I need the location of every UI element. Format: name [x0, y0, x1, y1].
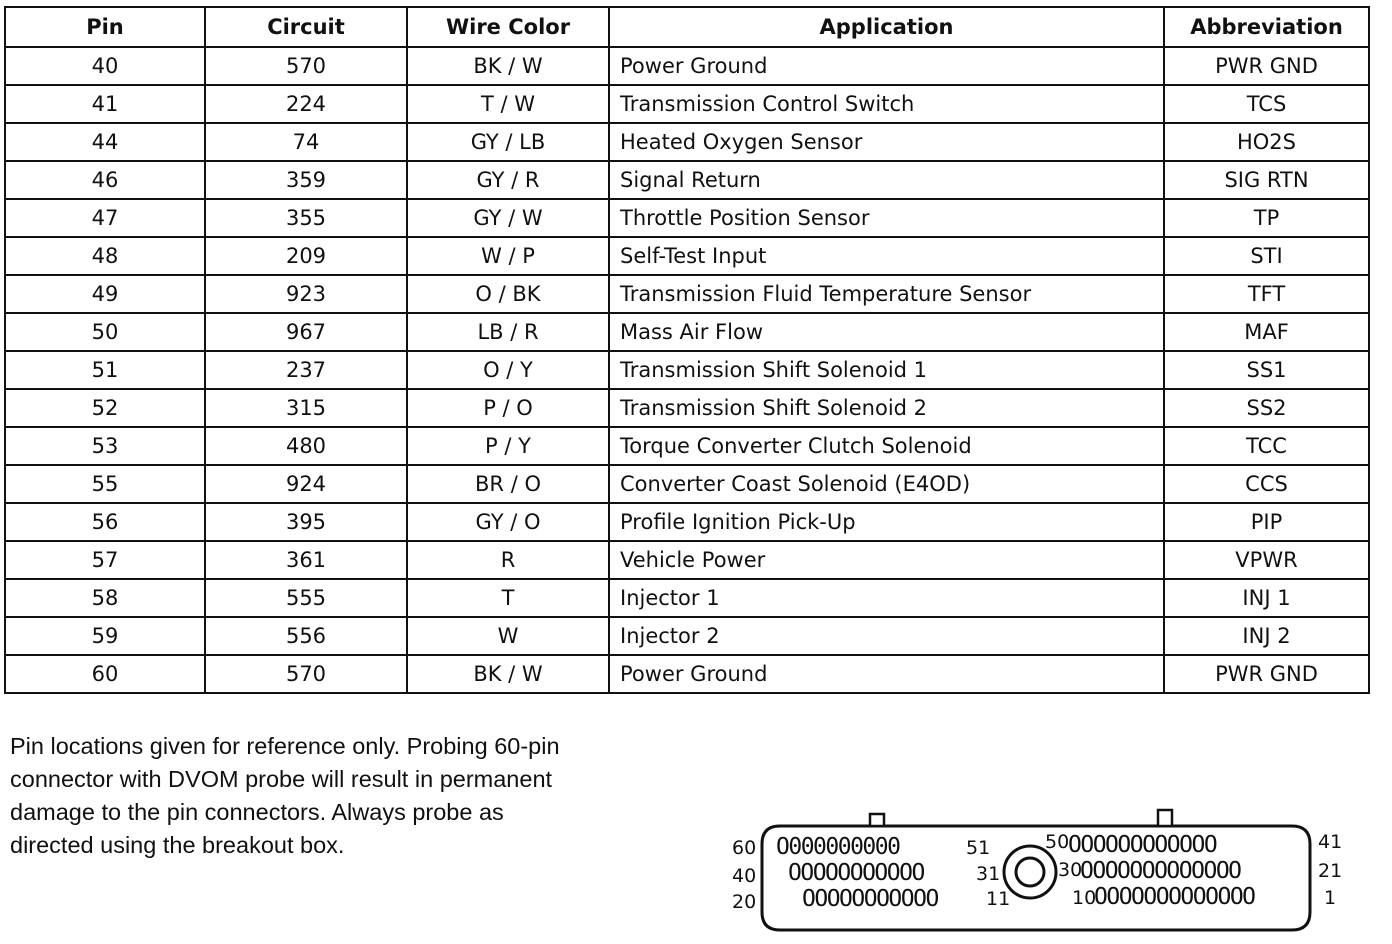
table-row: [5, 541, 1369, 579]
label-pin-10: 10: [1072, 887, 1097, 909]
cell-application: Self-Test Input: [609, 237, 1164, 275]
cell-wire-color: GY / R: [407, 161, 609, 199]
table-row: [5, 389, 1369, 427]
cell-circuit: 237: [205, 351, 407, 389]
table-row: [5, 123, 1369, 161]
cell-abbreviation: PWR GND: [1164, 655, 1369, 693]
cell-wire-color: T / W: [407, 85, 609, 123]
cell-application: Transmission Shift Solenoid 1: [609, 351, 1164, 389]
cell-pin: 47: [5, 199, 205, 237]
label-pin-20: 20: [732, 891, 757, 913]
cell-abbreviation: PIP: [1164, 503, 1369, 541]
cell-pin: 40: [5, 47, 205, 85]
cell-abbreviation: TP: [1164, 199, 1369, 237]
table-row: [5, 161, 1369, 199]
cell-application: Power Ground: [609, 47, 1164, 85]
table-row: [5, 617, 1369, 655]
table-row: [5, 85, 1369, 123]
cell-pin: 46: [5, 161, 205, 199]
cell-circuit: 555: [205, 579, 407, 617]
pin-row-10-1: OOOOOOOOOOOOO: [1094, 884, 1255, 910]
cell-pin: 60: [5, 655, 205, 693]
header-wire-color: Wire Color: [407, 7, 609, 47]
label-pin-41: 41: [1318, 831, 1343, 853]
cell-wire-color: W / P: [407, 237, 609, 275]
header-pin: Pin: [5, 7, 205, 47]
table-row: [5, 237, 1369, 275]
cell-pin: 41: [5, 85, 205, 123]
table-row: [5, 199, 1369, 237]
cell-circuit: 224: [205, 85, 407, 123]
cell-application: Mass Air Flow: [609, 313, 1164, 351]
cell-wire-color: BR / O: [407, 465, 609, 503]
label-pin-1: 1: [1324, 887, 1337, 909]
cell-abbreviation: SIG RTN: [1164, 161, 1369, 199]
cell-application: Converter Coast Solenoid (E4OD): [609, 465, 1164, 503]
label-pin-50: 50: [1045, 831, 1070, 853]
cell-pin: 50: [5, 313, 205, 351]
cell-wire-color: O / BK: [407, 275, 609, 313]
note-line: connector with DVOM probe will result in permanent: [10, 766, 553, 792]
cell-wire-color: O / Y: [407, 351, 609, 389]
cell-abbreviation: INJ 1: [1164, 579, 1369, 617]
connector-diagram: [720, 800, 1380, 940]
cell-circuit: 359: [205, 161, 407, 199]
cell-circuit: 74: [205, 123, 407, 161]
cell-circuit: 924: [205, 465, 407, 503]
cell-wire-color: W: [407, 617, 609, 655]
pin-row-30-21: OOOOOOOOOOOOO: [1080, 858, 1241, 884]
header-abbreviation: Abbreviation: [1164, 7, 1369, 47]
probing-note: [10, 730, 710, 862]
note-line: directed using the breakout box.: [10, 832, 345, 858]
cell-application: Torque Converter Clutch Solenoid: [609, 427, 1164, 465]
cell-abbreviation: INJ 2: [1164, 617, 1369, 655]
cell-circuit: 556: [205, 617, 407, 655]
cell-circuit: 923: [205, 275, 407, 313]
pin-row-60-51: O000000000: [776, 834, 900, 860]
cell-abbreviation: HO2S: [1164, 123, 1369, 161]
cell-wire-color: P / Y: [407, 427, 609, 465]
table-row: [5, 503, 1369, 541]
cell-wire-color: R: [407, 541, 609, 579]
cell-wire-color: BK / W: [407, 655, 609, 693]
table-row: [5, 655, 1369, 693]
cell-wire-color: BK / W: [407, 47, 609, 85]
note-line: Pin locations given for reference only. Probing 60-pin: [10, 733, 560, 759]
label-pin-31: 31: [976, 863, 1001, 885]
header-application: Application: [609, 7, 1164, 47]
cell-abbreviation: STI: [1164, 237, 1369, 275]
label-pin-11: 11: [986, 888, 1011, 910]
cell-circuit: 570: [205, 655, 407, 693]
cell-wire-color: GY / LB: [407, 123, 609, 161]
cell-pin: 55: [5, 465, 205, 503]
cell-pin: 58: [5, 579, 205, 617]
label-pin-51: 51: [966, 837, 991, 859]
cell-application: Profile Ignition Pick-Up: [609, 503, 1164, 541]
cell-pin: 52: [5, 389, 205, 427]
cell-application: Injector 2: [609, 617, 1164, 655]
note-line: damage to the pin connectors. Always probe as: [10, 799, 504, 825]
pin-row-20-11: OOOOOOOOOOO: [802, 886, 938, 912]
pinout-table: [4, 6, 1370, 694]
table-row: [5, 465, 1369, 503]
cell-pin: 57: [5, 541, 205, 579]
cell-circuit: 361: [205, 541, 407, 579]
cell-pin: 56: [5, 503, 205, 541]
pin-row-40-31: OOOOOOOOOOO: [788, 860, 924, 886]
connector-center-hole: [1016, 858, 1044, 886]
cell-application: Injector 1: [609, 579, 1164, 617]
table-row: [5, 47, 1369, 85]
header-circuit: Circuit: [205, 7, 407, 47]
cell-abbreviation: TFT: [1164, 275, 1369, 313]
cell-application: Vehicle Power: [609, 541, 1164, 579]
label-pin-30: 30: [1058, 859, 1083, 881]
cell-wire-color: GY / W: [407, 199, 609, 237]
cell-abbreviation: SS2: [1164, 389, 1369, 427]
cell-abbreviation: SS1: [1164, 351, 1369, 389]
label-pin-40: 40: [732, 865, 757, 887]
cell-application: Transmission Fluid Temperature Sensor: [609, 275, 1164, 313]
cell-wire-color: LB / R: [407, 313, 609, 351]
table-row: [5, 351, 1369, 389]
header-row: [5, 7, 1369, 47]
cell-pin: 44: [5, 123, 205, 161]
cell-abbreviation: PWR GND: [1164, 47, 1369, 85]
cell-circuit: 209: [205, 237, 407, 275]
table-row: [5, 275, 1369, 313]
cell-application: Heated Oxygen Sensor: [609, 123, 1164, 161]
connector-key-left: [870, 814, 884, 826]
cell-pin: 48: [5, 237, 205, 275]
connector-key-right: [1158, 810, 1172, 826]
cell-application: Throttle Position Sensor: [609, 199, 1164, 237]
cell-circuit: 355: [205, 199, 407, 237]
cell-abbreviation: TCC: [1164, 427, 1369, 465]
label-pin-60: 60: [732, 837, 757, 859]
cell-abbreviation: VPWR: [1164, 541, 1369, 579]
cell-pin: 49: [5, 275, 205, 313]
cell-abbreviation: CCS: [1164, 465, 1369, 503]
table-row: [5, 579, 1369, 617]
cell-abbreviation: TCS: [1164, 85, 1369, 123]
table-row: [5, 313, 1369, 351]
cell-pin: 53: [5, 427, 205, 465]
cell-pin: 51: [5, 351, 205, 389]
cell-circuit: 570: [205, 47, 407, 85]
cell-circuit: 967: [205, 313, 407, 351]
cell-application: Power Ground: [609, 655, 1164, 693]
label-pin-21: 21: [1318, 860, 1343, 882]
cell-wire-color: T: [407, 579, 609, 617]
cell-wire-color: GY / O: [407, 503, 609, 541]
cell-wire-color: P / O: [407, 389, 609, 427]
table-row: [5, 427, 1369, 465]
cell-circuit: 315: [205, 389, 407, 427]
cell-application: Transmission Shift Solenoid 2: [609, 389, 1164, 427]
pin-row-50-41: OOOOOOOOOOOO: [1068, 832, 1217, 858]
cell-application: Transmission Control Switch: [609, 85, 1164, 123]
cell-circuit: 480: [205, 427, 407, 465]
cell-pin: 59: [5, 617, 205, 655]
cell-abbreviation: MAF: [1164, 313, 1369, 351]
cell-application: Signal Return: [609, 161, 1164, 199]
cell-circuit: 395: [205, 503, 407, 541]
